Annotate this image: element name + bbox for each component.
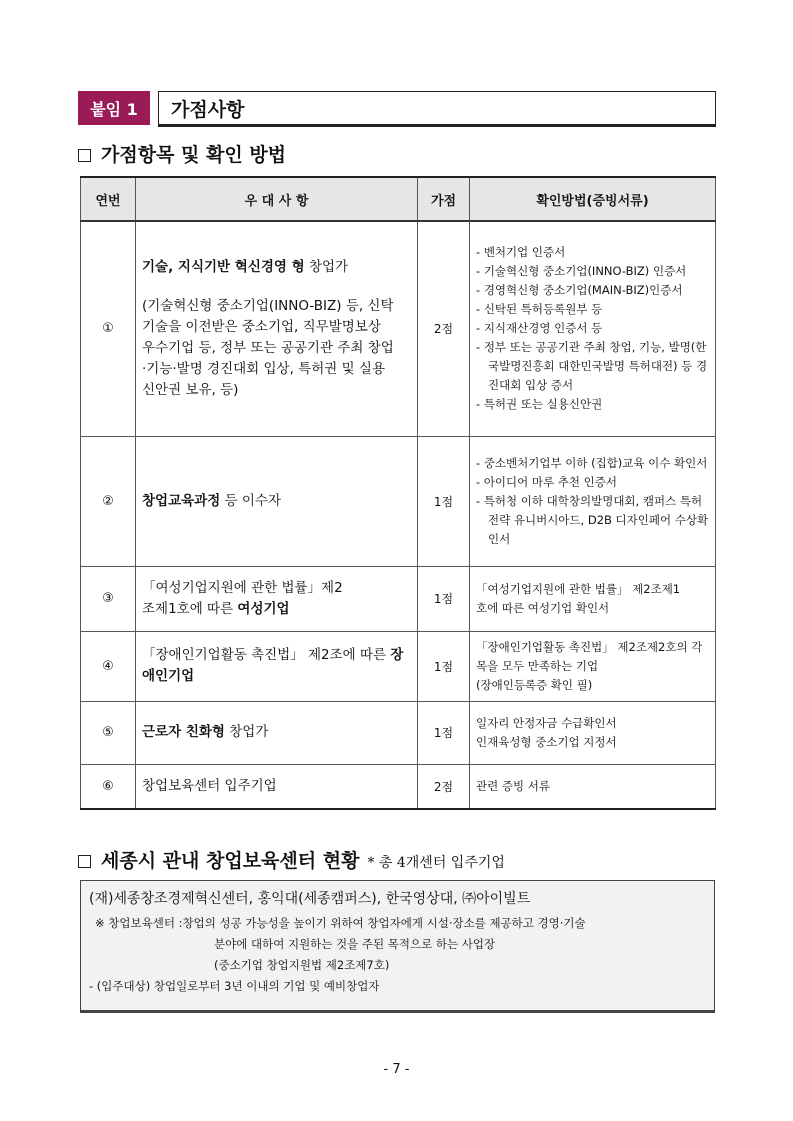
- item-rest: 창업가: [224, 724, 269, 740]
- page-number: - 7 -: [383, 1062, 410, 1077]
- section-heading-text: 세종시 관내 창업보육센터 현황: [101, 850, 360, 872]
- item-pre: 「여성기업지원에 관한 법률」제2조제1호에 따른: [142, 579, 343, 617]
- item-rest: 등 이수자: [220, 492, 281, 509]
- center-list: (재)세종창조경제혁신센터, 홍익대(세종캠퍼스), 한국영상대, ㈜아이빌트: [89, 891, 531, 907]
- row-confirm: [470, 436, 716, 566]
- confirm-text-2: 인재육성형 중소기업 지정서: [476, 734, 617, 749]
- page-title: 가점사항: [158, 91, 716, 127]
- item-bold: 장애인기업: [142, 647, 404, 684]
- row-number: ⑥: [81, 764, 136, 809]
- row-number: ⑤: [81, 701, 136, 764]
- incubator-info-box: [80, 880, 715, 1013]
- row-confirm: [470, 566, 716, 631]
- note-label: ※ 창업보육센터 :: [95, 916, 183, 930]
- table-row: [81, 631, 716, 701]
- confirm-text: 일자리 안정자금 수급확인서: [476, 715, 617, 730]
- row-points: 2점: [418, 764, 470, 809]
- section-heading-note: * 총 4개센터 입주기업: [367, 855, 505, 871]
- row-points: 1점: [418, 701, 470, 764]
- checkbox-square-icon: [78, 855, 91, 868]
- note-text-3: (중소기업 창업지원법 제2조제7호): [214, 958, 390, 972]
- row-item: [136, 221, 418, 436]
- row-item: 창업보육센터 입주기업: [136, 764, 418, 809]
- confirm-item: - 정부 또는 공공기관 주최 창업, 기능, 발명(한국발명진흥회 대한민국발명 특허대전) 등 경진대회 입상 증서: [476, 338, 711, 395]
- row-item: [136, 566, 418, 631]
- item-pre: 「장애인기업활동 촉진법」 제2조에 따른: [142, 647, 391, 663]
- row-item: [136, 701, 418, 764]
- table-row: [81, 701, 716, 764]
- confirm-text-2: (장애인등록증 확인 필): [476, 677, 593, 692]
- section-heading-text: 가점항목 및 확인 방법: [101, 144, 287, 166]
- bonus-points-table: [80, 176, 716, 810]
- table-header-row: [81, 177, 716, 221]
- section-heading-centers: [78, 846, 505, 873]
- definition-note: [89, 913, 706, 934]
- confirm-item: - 지식재산경영 인증서 등: [476, 319, 711, 338]
- table-row: [81, 566, 716, 631]
- row-points: 1점: [418, 631, 470, 701]
- eligibility-line: - (입주대상) 창업일로부터 3년 이내의 기업 및 예비창업자: [89, 979, 380, 993]
- confirm-item: - 신탁된 특허등록원부 등: [476, 300, 711, 319]
- row-points: 1점: [418, 436, 470, 566]
- item-rest: 창업가: [304, 258, 349, 275]
- confirm-text: 「여성기업지원에 관한 법률」 제2조제1호에 따른 여성기업 확인서: [476, 581, 681, 615]
- table-row: [81, 436, 716, 566]
- item-sub: (기술혁신형 중소기업(INNO-BIZ) 등, 신탁기술을 이전받은 중소기업, 직무발명보상 우수기업 등, 정부 또는 공공기관 주최 창업·기능·발명 경진대회 입상, 특허권 및 실용신안권 보유, 등): [142, 297, 394, 398]
- confirm-item: - 벤처기업 인증서: [476, 243, 711, 262]
- section-heading-items: [78, 140, 286, 167]
- note-text: 창업의 성공 가능성을 높이기 위하여 창업자에게 시설·장소를 제공하고 경영·기술: [182, 916, 586, 930]
- row-number: ①: [81, 221, 136, 436]
- item-bold: 근로자 친화형: [142, 724, 225, 740]
- row-confirm: [470, 631, 716, 701]
- checkbox-square-icon: [78, 149, 91, 162]
- table-row: [81, 221, 716, 436]
- row-points: 1점: [418, 566, 470, 631]
- confirm-text: 「장애인기업활동 촉진법」 제2조제2호의 각 목을 모두 만족하는 기업: [476, 639, 703, 673]
- header-points: 가점: [418, 177, 470, 221]
- confirm-item: - 경영혁신형 중소기업(MAIN-BIZ)인증서: [476, 281, 711, 300]
- attachment-badge: 붙임 1: [78, 91, 150, 125]
- row-number: ④: [81, 631, 136, 701]
- header-confirm: 확인방법(증빙서류): [470, 177, 716, 221]
- row-confirm: 관련 증빙 서류: [470, 764, 716, 809]
- confirm-item: - 기술혁신형 중소기업(INNO-BIZ) 인증서: [476, 262, 711, 281]
- header-item: 우 대 사 항: [136, 177, 418, 221]
- header-no: 연번: [81, 177, 136, 221]
- table-row: [81, 764, 716, 809]
- note-text-2: 분야에 대하여 지원하는 것을 주된 목적으로 하는 사업장: [214, 937, 496, 951]
- confirm-item: - 아이디어 마루 추천 인증서: [476, 473, 711, 492]
- row-number: ③: [81, 566, 136, 631]
- row-number: ②: [81, 436, 136, 566]
- row-item: [136, 631, 418, 701]
- item-bold: 창업교육과정: [142, 492, 221, 509]
- item-bold: 기술, 지식기반 혁신경영 형: [142, 258, 305, 275]
- confirm-item: - 중소벤처기업부 이하 (집합)교육 이수 확인서: [476, 454, 711, 473]
- row-confirm: [470, 701, 716, 764]
- row-item: [136, 436, 418, 566]
- row-confirm: [470, 221, 716, 436]
- row-points: 2점: [418, 221, 470, 436]
- confirm-item: - 특허권 또는 실용신안권: [476, 395, 711, 414]
- item-bold: 여성기업: [237, 600, 290, 617]
- confirm-item: - 특허청 이하 대학창의발명대회, 캠퍼스 특허전략 유니버시아드, D2B 디자인페어 수상확인서: [476, 492, 711, 549]
